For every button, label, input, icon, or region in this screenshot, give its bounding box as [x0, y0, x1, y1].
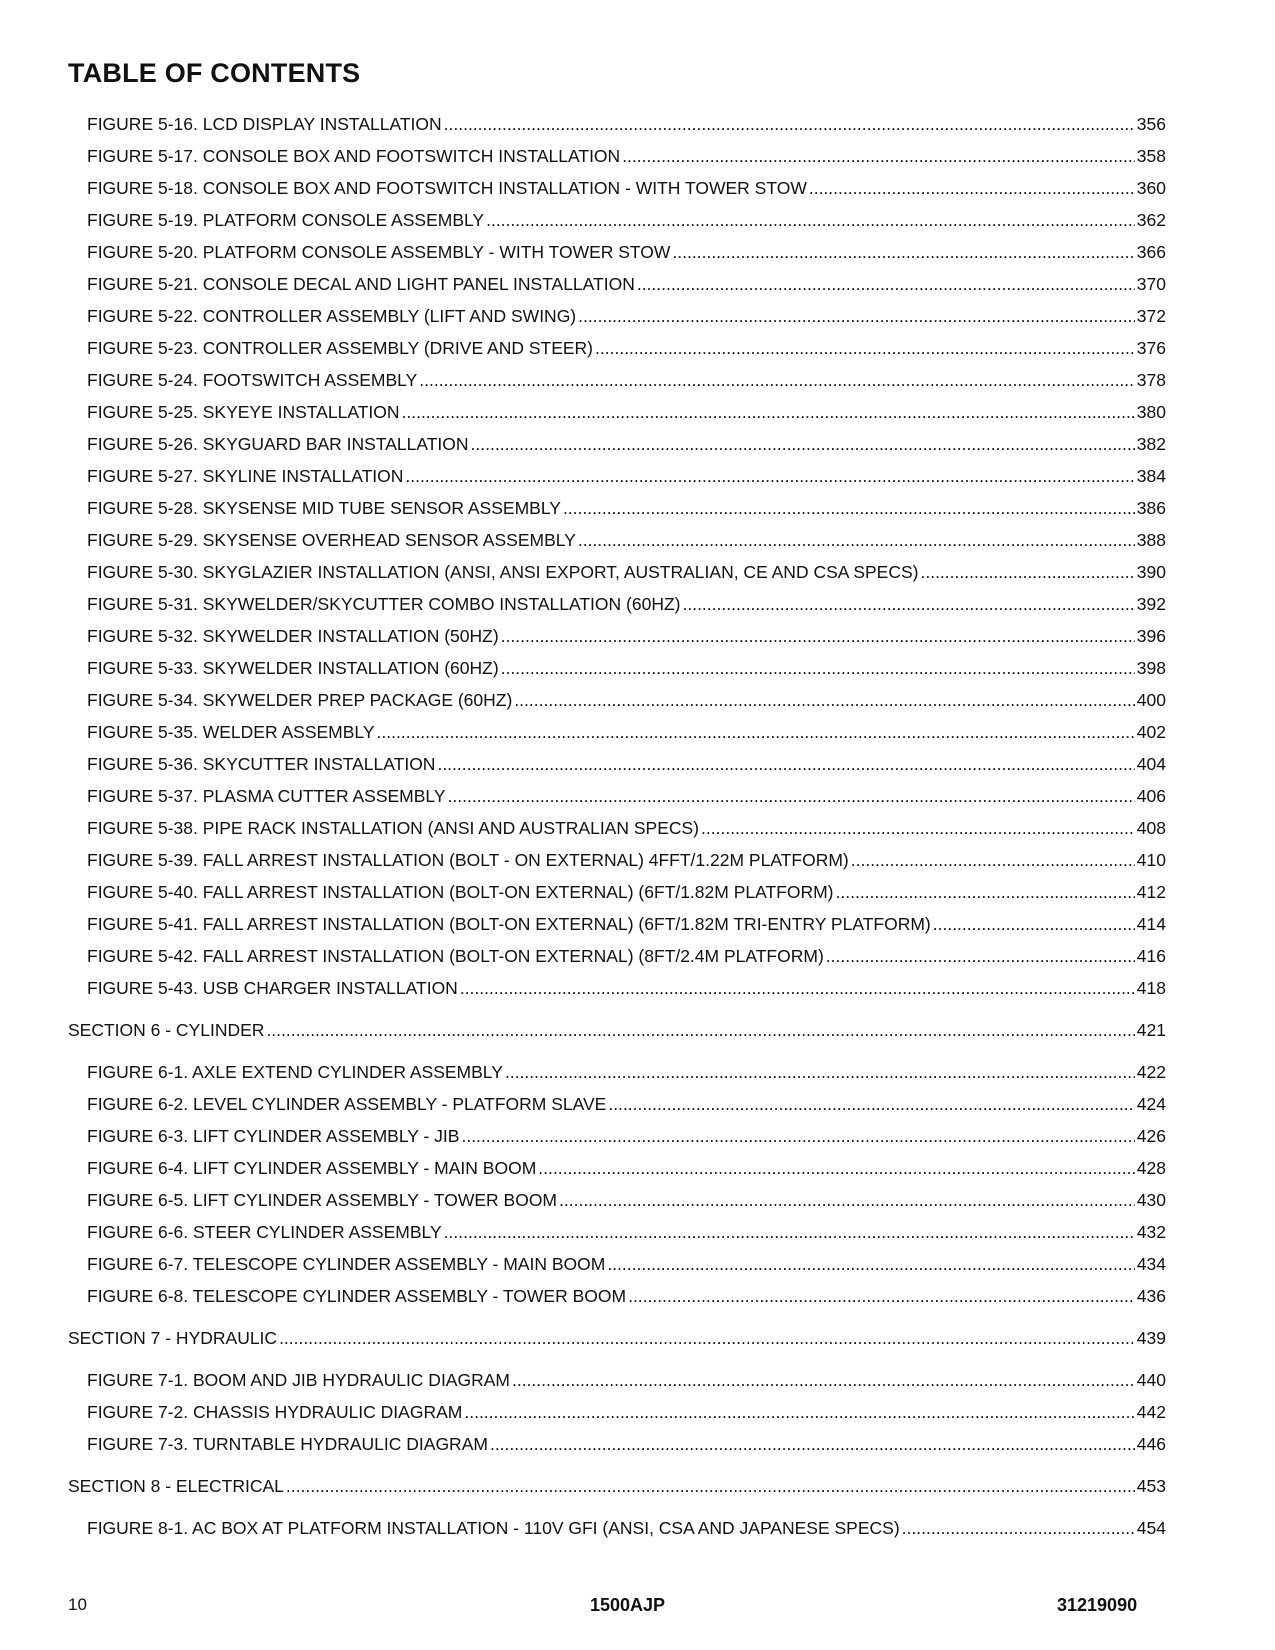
dot-leader: [682, 588, 1134, 620]
dot-leader: [279, 1322, 1135, 1354]
toc-entry-page: 370: [1136, 274, 1166, 294]
toc-entry-page: 372: [1136, 306, 1166, 326]
page-title: TABLE OF CONTENTS: [68, 58, 361, 88]
toc-figure-entry[interactable]: [68, 684, 1166, 716]
dot-leader: [266, 1014, 1134, 1046]
toc-figure-entry[interactable]: [68, 236, 1166, 268]
toc-figure-entry[interactable]: [68, 332, 1166, 364]
table-of-contents: [68, 108, 1166, 1544]
toc-figure-entry[interactable]: [68, 1056, 1166, 1088]
dot-leader: [578, 300, 1135, 332]
toc-entry-page: 418: [1136, 978, 1166, 998]
toc-entry-page: 386: [1136, 498, 1166, 518]
toc-entry-label: FIGURE 5-40. FALL ARREST INSTALLATION (BOLT-ON EXTERNAL) (6FT/1.82M PLATFORM): [87, 882, 834, 902]
toc-entry-page: 392: [1136, 594, 1166, 614]
toc-figure-entry[interactable]: [68, 1184, 1166, 1216]
toc-entry-label: FIGURE 8-1. AC BOX AT PLATFORM INSTALLATION - 110V GFI (ANSI, CSA AND JAPANESE SPECS): [87, 1518, 900, 1538]
toc-entry-page: 388: [1136, 530, 1166, 550]
toc-figure-entry[interactable]: [68, 780, 1166, 812]
toc-entry-label: FIGURE 5-33. SKYWELDER INSTALLATION (60HZ): [87, 658, 499, 678]
toc-figure-entry[interactable]: [68, 556, 1166, 588]
toc-entry-page: 360: [1136, 178, 1166, 198]
toc-entry-page: 440: [1136, 1370, 1166, 1390]
toc-section-entry[interactable]: [68, 1470, 1166, 1502]
toc-figure-entry[interactable]: [68, 1152, 1166, 1184]
toc-figure-entry[interactable]: [68, 204, 1166, 236]
dot-leader: [486, 204, 1135, 236]
toc-figure-entry[interactable]: [68, 652, 1166, 684]
toc-entry-label: FIGURE 6-2. LEVEL CYLINDER ASSEMBLY - PLATFORM SLAVE: [87, 1094, 607, 1114]
toc-figure-entry[interactable]: [68, 1512, 1166, 1544]
dot-leader: [437, 748, 1134, 780]
toc-entry-label: FIGURE 5-24. FOOTSWITCH ASSEMBLY: [87, 370, 418, 390]
toc-figure-entry[interactable]: [68, 1120, 1166, 1152]
toc-entry-page: 356: [1136, 114, 1166, 134]
toc-entry-page: 380: [1136, 402, 1166, 422]
toc-entry-page: 378: [1136, 370, 1166, 390]
dot-leader: [836, 876, 1135, 908]
toc-entry-label: FIGURE 6-7. TELESCOPE CYLINDER ASSEMBLY - MAIN BOOM: [87, 1254, 606, 1274]
toc-entry-label: FIGURE 5-27. SKYLINE INSTALLATION: [87, 466, 404, 486]
toc-entry-label: FIGURE 6-3. LIFT CYLINDER ASSEMBLY - JIB: [87, 1126, 460, 1146]
toc-figure-entry[interactable]: [68, 748, 1166, 780]
toc-figure-entry[interactable]: [68, 492, 1166, 524]
toc-entry-label: FIGURE 7-1. BOOM AND JIB HYDRAULIC DIAGRAM: [87, 1370, 510, 1390]
toc-entry-label: FIGURE 5-16. LCD DISPLAY INSTALLATION: [87, 114, 442, 134]
toc-entry-label: FIGURE 5-29. SKYSENSE OVERHEAD SENSOR ASSEMBLY: [87, 530, 576, 550]
toc-entry-page: 410: [1136, 850, 1166, 870]
toc-entry-label: FIGURE 5-17. CONSOLE BOX AND FOOTSWITCH INSTALLATION: [87, 146, 621, 166]
toc-entry-label: FIGURE 5-43. USB CHARGER INSTALLATION: [87, 978, 458, 998]
toc-entry-label: FIGURE 5-38. PIPE RACK INSTALLATION (ANSI AND AUSTRALIAN SPECS): [87, 818, 700, 838]
toc-figure-entry[interactable]: [68, 268, 1166, 300]
toc-entry-label: FIGURE 5-36. SKYCUTTER INSTALLATION: [87, 754, 436, 774]
toc-entry-page: 396: [1136, 626, 1166, 646]
toc-entry-label: FIGURE 5-42. FALL ARREST INSTALLATION (BOLT-ON EXTERNAL) (8FT/2.4M PLATFORM): [87, 946, 824, 966]
toc-entry-label: FIGURE 5-30. SKYGLAZIER INSTALLATION (ANSI, ANSI EXPORT, AUSTRALIAN, CE AND CSA SPECS): [87, 562, 919, 582]
dot-leader: [286, 1470, 1135, 1502]
toc-figure-entry[interactable]: [68, 1428, 1166, 1460]
toc-entry-label: FIGURE 5-31. SKYWELDER/SKYCUTTER COMBO INSTALLATION (60HZ): [87, 594, 681, 614]
toc-entry-label: FIGURE 7-3. TURNTABLE HYDRAULIC DIAGRAM: [87, 1434, 488, 1454]
toc-entry-label: FIGURE 6-6. STEER CYLINDER ASSEMBLY: [87, 1222, 442, 1242]
toc-figure-entry[interactable]: [68, 364, 1166, 396]
dot-leader: [471, 428, 1135, 460]
toc-figure-entry[interactable]: [68, 1364, 1166, 1396]
dot-leader: [563, 492, 1135, 524]
footer-model: 1500AJP: [590, 1595, 666, 1615]
dot-leader: [851, 844, 1135, 876]
toc-entry-page: 428: [1136, 1158, 1166, 1178]
toc-figure-entry[interactable]: [68, 300, 1166, 332]
toc-entry-label: SECTION 8 - ELECTRICAL: [68, 1476, 284, 1496]
toc-entry-page: 434: [1136, 1254, 1166, 1274]
dot-leader: [461, 1120, 1134, 1152]
toc-entry-label: FIGURE 6-4. LIFT CYLINDER ASSEMBLY - MAIN BOOM: [87, 1158, 537, 1178]
dot-leader: [578, 524, 1135, 556]
toc-figure-entry[interactable]: [68, 620, 1166, 652]
dot-leader: [402, 396, 1135, 428]
toc-entry-page: 424: [1136, 1094, 1166, 1114]
toc-figure-entry[interactable]: [68, 972, 1166, 1004]
toc-entry-label: FIGURE 5-32. SKYWELDER INSTALLATION (50HZ): [87, 626, 499, 646]
toc-figure-entry[interactable]: [68, 1216, 1166, 1248]
dot-leader: [405, 460, 1134, 492]
toc-entry-label: FIGURE 5-26. SKYGUARD BAR INSTALLATION: [87, 434, 469, 454]
toc-entry-page: 408: [1136, 818, 1166, 838]
toc-entry-page: 439: [1136, 1328, 1166, 1348]
toc-entry-page: 384: [1136, 466, 1166, 486]
dot-leader: [608, 1088, 1134, 1120]
toc-entry-page: 436: [1136, 1286, 1166, 1306]
toc-section-entry[interactable]: [68, 1322, 1166, 1354]
toc-entry-label: SECTION 7 - HYDRAULIC: [68, 1328, 278, 1348]
toc-entry-label: FIGURE 6-1. AXLE EXTEND CYLINDER ASSEMBLY: [87, 1062, 503, 1082]
footer-page-number: 10: [68, 1595, 87, 1614]
footer-document-number: 31219090: [1057, 1595, 1138, 1615]
dot-leader: [464, 1396, 1134, 1428]
dot-leader: [595, 332, 1135, 364]
toc-entry-label: FIGURE 5-21. CONSOLE DECAL AND LIGHT PANEL INSTALLATION: [87, 274, 635, 294]
toc-entry-page: 362: [1136, 210, 1166, 230]
toc-figure-entry[interactable]: [68, 1396, 1166, 1428]
toc-entry-page: 416: [1136, 946, 1166, 966]
toc-figure-entry[interactable]: [68, 844, 1166, 876]
toc-entry-page: 421: [1136, 1020, 1166, 1040]
toc-entry-page: 376: [1136, 338, 1166, 358]
toc-figure-entry[interactable]: [68, 428, 1166, 460]
toc-figure-entry[interactable]: [68, 172, 1166, 204]
toc-entry-page: 426: [1136, 1126, 1166, 1146]
toc-figure-entry[interactable]: [68, 396, 1166, 428]
dot-leader: [902, 1512, 1135, 1544]
toc-entry-page: 446: [1136, 1434, 1166, 1454]
toc-entry-label: FIGURE 5-25. SKYEYE INSTALLATION: [87, 402, 400, 422]
toc-entry-page: 414: [1136, 914, 1166, 934]
toc-entry-page: 382: [1136, 434, 1166, 454]
toc-entry-page: 453: [1136, 1476, 1166, 1496]
dot-leader: [622, 140, 1135, 172]
toc-entry-label: FIGURE 7-2. CHASSIS HYDRAULIC DIAGRAM: [87, 1402, 463, 1422]
toc-figure-entry[interactable]: [68, 1248, 1166, 1280]
toc-entry-label: FIGURE 5-34. SKYWELDER PREP PACKAGE (60HZ): [87, 690, 513, 710]
toc-figure-entry[interactable]: [68, 812, 1166, 844]
dot-leader: [514, 684, 1134, 716]
dot-leader: [505, 1056, 1135, 1088]
toc-entry-page: 390: [1136, 562, 1166, 582]
toc-entry-page: 430: [1136, 1190, 1166, 1210]
dot-leader: [444, 108, 1135, 140]
dot-leader: [448, 780, 1135, 812]
toc-section-entry[interactable]: [68, 1014, 1166, 1046]
toc-entry-page: 406: [1136, 786, 1166, 806]
dot-leader: [607, 1248, 1134, 1280]
toc-entry-label: FIGURE 5-37. PLASMA CUTTER ASSEMBLY: [87, 786, 446, 806]
toc-entry-page: 454: [1136, 1518, 1166, 1538]
toc-entry-label: FIGURE 5-19. PLATFORM CONSOLE ASSEMBLY: [87, 210, 485, 230]
toc-entry-label: FIGURE 5-20. PLATFORM CONSOLE ASSEMBLY - WITH TOWER STOW: [87, 242, 671, 262]
toc-entry-label: SECTION 6 - CYLINDER: [68, 1020, 265, 1040]
toc-figure-entry[interactable]: [68, 140, 1166, 172]
toc-entry-page: 400: [1136, 690, 1166, 710]
page-footer: [0, 1592, 1275, 1618]
toc-entry-label: FIGURE 6-5. LIFT CYLINDER ASSEMBLY - TOWER BOOM: [87, 1190, 558, 1210]
toc-figure-entry[interactable]: [68, 1088, 1166, 1120]
dot-leader: [920, 556, 1134, 588]
toc-entry-label: FIGURE 5-39. FALL ARREST INSTALLATION (BOLT - ON EXTERNAL) 4FFT/1.22M PLATFORM): [87, 850, 849, 870]
toc-figure-entry[interactable]: [68, 524, 1166, 556]
dot-leader: [701, 812, 1135, 844]
toc-entry-page: 404: [1136, 754, 1166, 774]
toc-entry-label: FIGURE 6-8. TELESCOPE CYLINDER ASSEMBLY - TOWER BOOM: [87, 1286, 627, 1306]
toc-entry-page: 358: [1136, 146, 1166, 166]
dot-leader: [444, 1216, 1135, 1248]
dot-leader: [672, 236, 1134, 268]
toc-entry-page: 398: [1136, 658, 1166, 678]
toc-entry-label: FIGURE 5-41. FALL ARREST INSTALLATION (BOLT-ON EXTERNAL) (6FT/1.82M TRI-ENTRY PLATFORM): [87, 914, 931, 934]
dot-leader: [501, 620, 1135, 652]
dot-leader: [809, 172, 1135, 204]
toc-entry-page: 402: [1136, 722, 1166, 742]
dot-leader: [826, 940, 1135, 972]
toc-figure-entry[interactable]: [68, 908, 1166, 940]
dot-leader: [377, 716, 1135, 748]
toc-figure-entry[interactable]: [68, 876, 1166, 908]
toc-figure-entry[interactable]: [68, 716, 1166, 748]
dot-leader: [637, 268, 1135, 300]
dot-leader: [559, 1184, 1135, 1216]
toc-entry-label: FIGURE 5-28. SKYSENSE MID TUBE SENSOR ASSEMBLY: [87, 498, 561, 518]
toc-figure-entry[interactable]: [68, 460, 1166, 492]
toc-entry-page: 442: [1136, 1402, 1166, 1422]
dot-leader: [933, 908, 1135, 940]
toc-entry-page: 432: [1136, 1222, 1166, 1242]
dot-leader: [512, 1364, 1135, 1396]
toc-figure-entry[interactable]: [68, 588, 1166, 620]
toc-figure-entry[interactable]: [68, 940, 1166, 972]
dot-leader: [419, 364, 1135, 396]
toc-entry-label: FIGURE 5-18. CONSOLE BOX AND FOOTSWITCH INSTALLATION - WITH TOWER STOW: [87, 178, 807, 198]
dot-leader: [538, 1152, 1135, 1184]
toc-entry-page: 366: [1136, 242, 1166, 262]
dot-leader: [501, 652, 1135, 684]
dot-leader: [460, 972, 1135, 1004]
dot-leader: [490, 1428, 1135, 1460]
toc-entry-page: 412: [1136, 882, 1166, 902]
toc-entry-page: 422: [1136, 1062, 1166, 1082]
toc-entry-label: FIGURE 5-35. WELDER ASSEMBLY: [87, 722, 375, 742]
toc-figure-entry[interactable]: [68, 108, 1166, 140]
toc-figure-entry[interactable]: [68, 1280, 1166, 1312]
toc-entry-label: FIGURE 5-22. CONTROLLER ASSEMBLY (LIFT AND SWING): [87, 306, 577, 326]
toc-entry-label: FIGURE 5-23. CONTROLLER ASSEMBLY (DRIVE AND STEER): [87, 338, 594, 358]
dot-leader: [628, 1280, 1135, 1312]
